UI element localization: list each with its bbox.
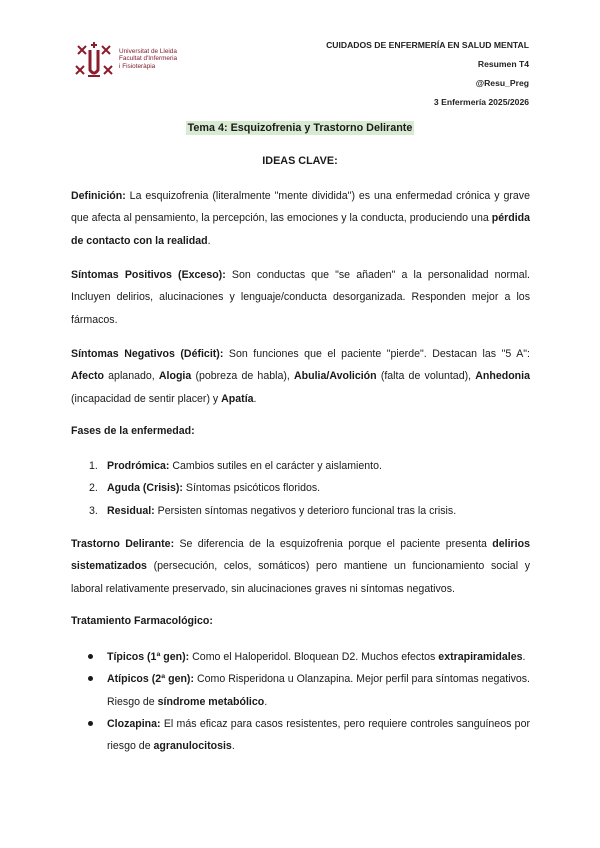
university-crest-icon — [72, 40, 116, 82]
negative-symptoms-label: Síntomas Negativos (Déficit): — [71, 348, 224, 360]
logo-line-1: Universitat de Lleida — [119, 48, 177, 55]
treatment-label: Atípicos (2ª gen): — [107, 673, 194, 686]
delusional-disorder-paragraph — [71, 533, 530, 600]
positive-symptoms-text: Son conductas que "se añaden" a la personalidad normal. Incluyen delirios, alucinaciones y lenguaje/conducta desorganizada. Responden mejor a los fármacos. — [71, 269, 530, 326]
delusional-text-end: (persecución, celos, somáticos) pero mantiene un funcionamiento social y laboral relativamente preservado, sin alucinaciones graves ni síntomas negativos. — [71, 560, 530, 595]
logo-line-3: i Fisioteràpia — [119, 62, 156, 70]
phase-text: Persisten síntomas negativos y deterioro funcional tras la crisis. — [154, 504, 457, 517]
treatment-heading: Tratamiento Farmacológico: — [71, 615, 213, 627]
list-item — [71, 477, 530, 499]
phase-text: Cambios sutiles en el carácter y aislamiento. — [169, 460, 382, 472]
definition-text: La esquizofrenia (literalmente "mente dividida") es una enfermedad crónica y grave que afecta al pensamiento, la percepción, las emociones y la conducta, produciendo una — [71, 190, 530, 225]
negative-text-3: (falta de voluntad), — [376, 370, 476, 383]
negative-symptoms-paragraph — [71, 343, 530, 410]
bullet-icon — [88, 721, 93, 726]
treatment-emphasis: síndrome metabólico — [157, 695, 265, 708]
treatment-text-end: . — [522, 651, 526, 663]
course-title: CUIDADOS DE ENFERMERÍA EN SALUD MENTAL — [326, 40, 529, 50]
treatment-text-end: . — [264, 695, 268, 708]
list-item — [71, 713, 530, 758]
document-header — [326, 36, 529, 112]
negative-text-4: (incapacidad de sentir placer) y — [71, 392, 222, 405]
positive-symptoms-label: Síntomas Positivos (Exceso): — [71, 269, 226, 281]
delusional-emphasis: delirios sistematizados — [71, 538, 530, 573]
negative-text-2: (pobreza de habla), — [191, 370, 295, 383]
logo-line-2: Facultat d'Infermeria — [119, 55, 178, 63]
treatment-list — [71, 646, 530, 757]
course-year: 3 Enfermería 2025/2026 — [433, 97, 529, 107]
document-label: Resumen T4 — [477, 59, 529, 69]
symptom-anhedonia: Anhedonia — [475, 370, 530, 383]
phase-text: Síntomas psicóticos floridos. — [182, 482, 321, 495]
university-logo — [72, 40, 192, 84]
delusional-disorder-label: Trastorno Delirante: — [71, 538, 175, 550]
topic-title-text: Tema 4: Esquizofrenia y Trastorno Delirante — [187, 122, 413, 134]
author-handle: @Resu_Preg — [475, 78, 529, 88]
logo-text — [119, 48, 177, 70]
definition-text-end: . — [207, 234, 211, 247]
treatment-text: Como Risperidona u Olanzapina. Mejor perfil para síntomas negativos. Riesgo de — [107, 673, 530, 708]
negative-text-1: aplanado, — [103, 370, 159, 383]
negative-symptoms-text: Son funciones que el paciente "pierde". Destacan las "5 A": — [223, 348, 530, 360]
symptom-abulia: Abulia/Avolición — [294, 370, 377, 383]
treatment-text: El más eficaz para casos resistentes, pero requiere controles sanguíneos por riesgo de — [107, 717, 530, 753]
delusional-text: Se diferencia de la esquizofrenia porque el paciente presenta — [174, 538, 493, 550]
symptom-afecto: Afecto — [71, 370, 104, 383]
definition-label: Definición: — [71, 190, 126, 202]
treatment-emphasis: agranulocitosis — [153, 740, 232, 753]
bullet-icon — [88, 676, 93, 681]
symptom-apatia: Apatía — [221, 392, 254, 405]
definition-emphasis: pérdida de contacto con la realidad — [71, 212, 530, 247]
list-number: 2. — [89, 482, 98, 495]
treatment-text: Como el Haloperidol. Bloquean D2. Muchos efectos — [189, 651, 439, 663]
treatment-label: Clozapina: — [107, 717, 161, 730]
list-number: 3. — [89, 504, 98, 517]
key-ideas-heading: IDEAS CLAVE: — [262, 155, 338, 167]
treatment-emphasis: extrapiramidales — [438, 651, 523, 663]
phase-label: Residual: — [107, 504, 155, 517]
negative-text-5: . — [253, 392, 257, 405]
list-item — [71, 668, 530, 713]
symptom-alogia: Alogia — [158, 370, 192, 383]
treatment-label: Típicos (1ª gen): — [107, 651, 190, 663]
phase-label: Prodrómica: — [107, 460, 170, 472]
phases-list — [71, 455, 530, 522]
positive-symptoms-paragraph — [71, 264, 530, 331]
definition-paragraph — [71, 185, 530, 252]
list-item — [71, 500, 530, 522]
phase-label: Aguda (Crisis): — [107, 482, 183, 495]
bullet-icon — [88, 654, 93, 659]
treatment-text-end: . — [231, 740, 235, 753]
list-item — [71, 646, 530, 668]
phases-heading: Fases de la enfermedad: — [71, 425, 195, 437]
list-number: 1. — [89, 460, 98, 472]
topic-title — [0, 122, 600, 134]
list-item — [71, 455, 530, 477]
